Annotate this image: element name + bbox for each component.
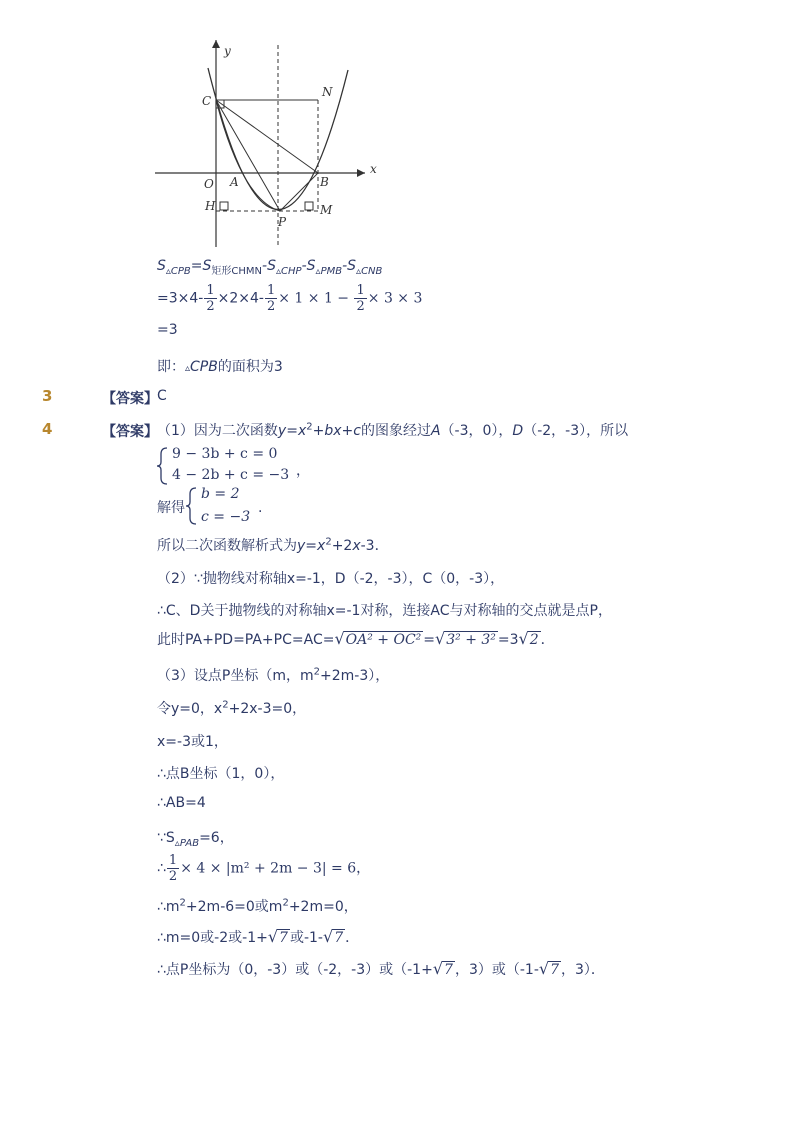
area-compute-line: =3×4- $\frac{1}{2}$ ×2×4- $\frac{1}{2}$ × 1 × 1 − $\frac{1}{2}$ × 3 × 3 xyxy=(157,283,423,314)
segment-CB xyxy=(216,100,318,173)
area-formula-line: $S_{▵CPB}=S_{矩形CHMN}-S_{▵CHP}-S_{▵PMB}-S_{▵CNB}$ xyxy=(157,258,383,277)
brace-system-2 xyxy=(184,486,198,526)
system-2-row-2: c = −3 xyxy=(201,509,251,525)
area-conclusion-line: 即：▵CPB的面积为3 xyxy=(157,359,283,375)
system-2-row-1: b = 2 xyxy=(201,486,240,502)
answer-3: C xyxy=(157,388,167,404)
q4-part3-line-9: ∴m=0或-2或-1+√7 或-1-√7 ． xyxy=(157,927,360,946)
system-2-tail: . xyxy=(258,500,263,516)
q4-part3-line-1: （3）设点P坐标（m，$m^2+2m-3$）， xyxy=(157,666,390,684)
question-number-3: 3 xyxy=(42,387,53,405)
fraction-half: $\frac{1}{2}$ xyxy=(168,853,178,884)
label-x: x xyxy=(370,162,377,176)
q4-part2-line-1: （2）∵抛物线对称轴x=-1，D（-2，-3），C（0，-3）， xyxy=(157,571,505,587)
area-result-line: =3 xyxy=(157,322,178,338)
label-H: H xyxy=(205,199,216,213)
fraction-half: $\frac{1}{2}$ xyxy=(206,283,215,314)
solve-label: 解得 xyxy=(157,500,185,516)
segment-CP xyxy=(216,100,280,211)
q4-analytic-line: 所以二次函数解析式为$y=x^2+2x-3$． xyxy=(157,536,389,554)
fraction-half: $\frac{1}{2}$ xyxy=(266,283,276,314)
right-angle-M xyxy=(305,202,313,210)
label-M: M xyxy=(320,203,333,217)
q4-part2-line-2: ∴C、D关于抛物线的对称轴x=-1对称，连接AC与对称轴的交点就是点P， xyxy=(157,603,612,619)
q4-part3-line-10: ∴点P坐标为（0，-3）或（-2，-3）或（-1+√7 ，3）或（-1-√7 ，3）． xyxy=(157,959,605,978)
answer-tag-4: 【答案】 xyxy=(102,424,158,440)
label-P: P xyxy=(278,215,287,229)
question-number-4: 4 xyxy=(42,420,53,438)
q4-line-1: （1）因为二次函数$y=x^2+bx+c$的图象经过A（-3，0），D（-2，-3），所以 xyxy=(157,421,629,439)
q4-part3-line-7: ∴ $\frac{1}{2}$ × 4 × |m² + 2m − 3| = 6， xyxy=(157,853,371,884)
label-N: N xyxy=(322,85,333,99)
parabola-figure xyxy=(150,30,380,255)
x-axis-arrow xyxy=(357,169,365,177)
q4-part3-line-6: $\because S_{▵PAB}=6$， xyxy=(157,830,234,849)
q4-part2-line-3: 此时PA+PD=PA+PC=AC=√OA² + OC² =√3² + 3² =3√2 ． xyxy=(157,629,555,648)
y-axis-arrow xyxy=(212,40,220,48)
answer-tag-3: 【答案】 xyxy=(102,391,158,407)
q4-part3-line-3: x=-3或1， xyxy=(157,734,228,750)
q4-part3-line-5: ∴AB=4 xyxy=(157,795,206,811)
label-y: y xyxy=(224,44,231,58)
segment-PB xyxy=(280,173,318,211)
brace-system-1 xyxy=(155,446,169,486)
system-1-row-2: 4 − 2b + c = −3 xyxy=(172,467,290,483)
system-1-row-1: 9 − 3b + c = 0 xyxy=(172,446,278,462)
label-B: B xyxy=(320,175,329,189)
right-angle-H xyxy=(220,202,228,210)
q4-part3-line-4: ∴点B坐标（1，0）， xyxy=(157,766,285,782)
label-C: C xyxy=(202,94,212,108)
system-1-tail: ， xyxy=(296,463,310,479)
fraction-half: $\frac{1}{2}$ xyxy=(356,283,365,314)
label-O: O xyxy=(204,177,214,191)
label-A: A xyxy=(230,175,239,189)
q4-part3-line-2: 令y=0，$x^2+2x-3=0$， xyxy=(157,699,307,717)
q4-part3-line-8: $\therefore m^2+2m-6=0$或$m^2+2m=0$， xyxy=(157,897,358,915)
